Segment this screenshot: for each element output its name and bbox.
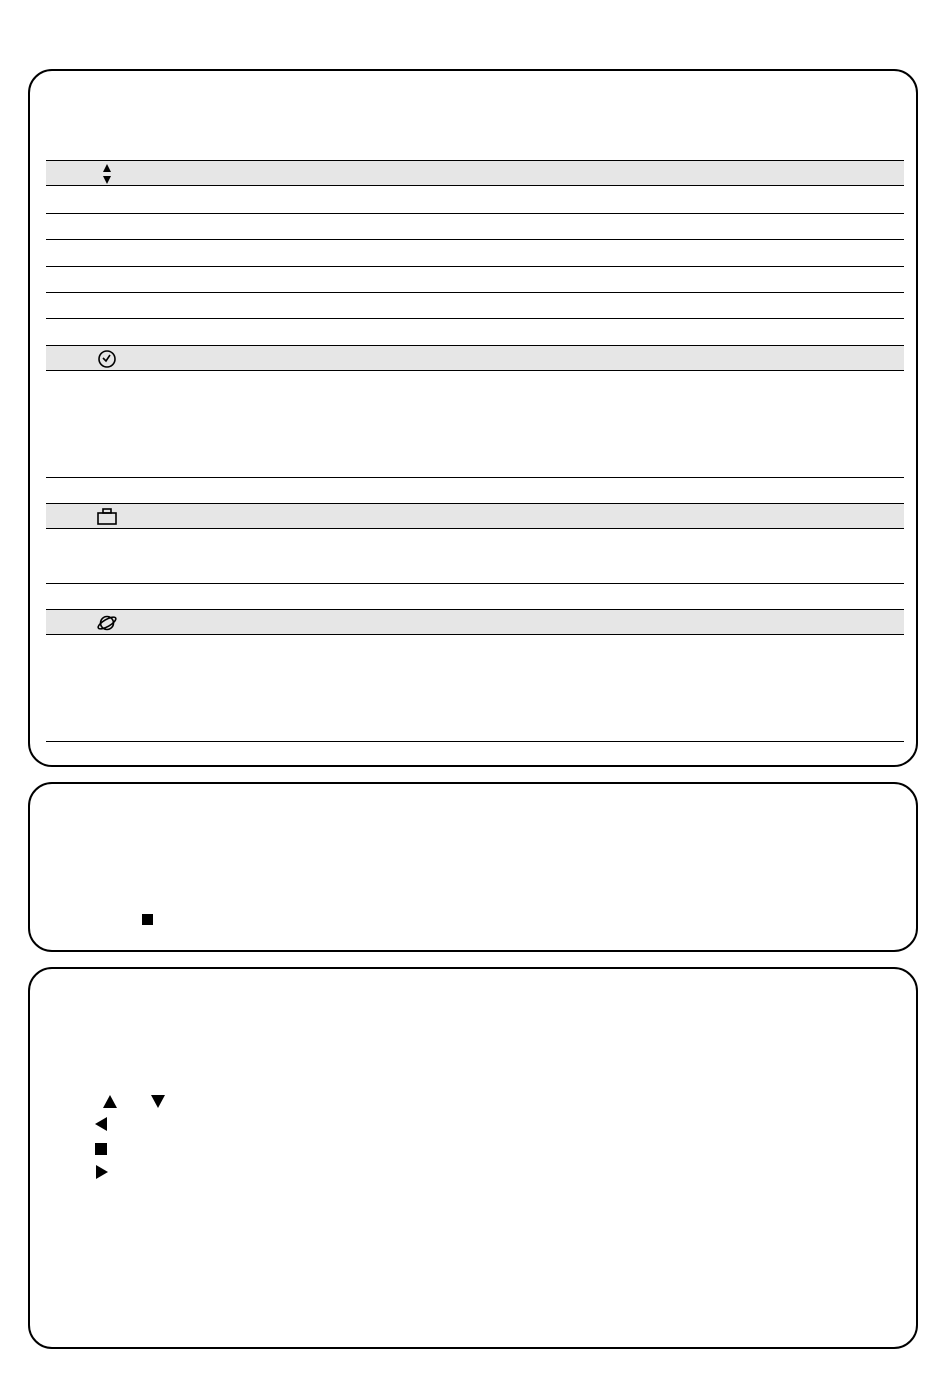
section-header-global bbox=[46, 609, 904, 635]
table-row-divider bbox=[46, 741, 904, 742]
info-panel bbox=[28, 782, 918, 952]
camera-icon bbox=[93, 504, 119, 530]
section-header-timer bbox=[46, 345, 904, 371]
controls-panel bbox=[28, 967, 918, 1349]
down-triangle-icon bbox=[151, 1095, 165, 1113]
table-row-divider bbox=[46, 239, 904, 240]
table-row-divider bbox=[46, 292, 904, 293]
stop-square-icon bbox=[142, 913, 154, 931]
clock-icon bbox=[93, 346, 119, 372]
section-header-camera bbox=[46, 503, 904, 529]
up-triangle-icon bbox=[103, 1095, 117, 1113]
table-row-divider bbox=[46, 318, 904, 319]
right-triangle-icon bbox=[96, 1165, 108, 1184]
table-row-divider bbox=[46, 583, 904, 584]
planet-icon bbox=[93, 610, 119, 636]
table-row-divider bbox=[46, 477, 904, 478]
left-triangle-icon bbox=[95, 1117, 107, 1136]
up-down-arrows-icon bbox=[93, 161, 119, 187]
stop-square-icon bbox=[95, 1143, 108, 1161]
section-header-navigation bbox=[46, 160, 904, 186]
table-row-divider bbox=[46, 213, 904, 214]
table-row-divider bbox=[46, 266, 904, 267]
